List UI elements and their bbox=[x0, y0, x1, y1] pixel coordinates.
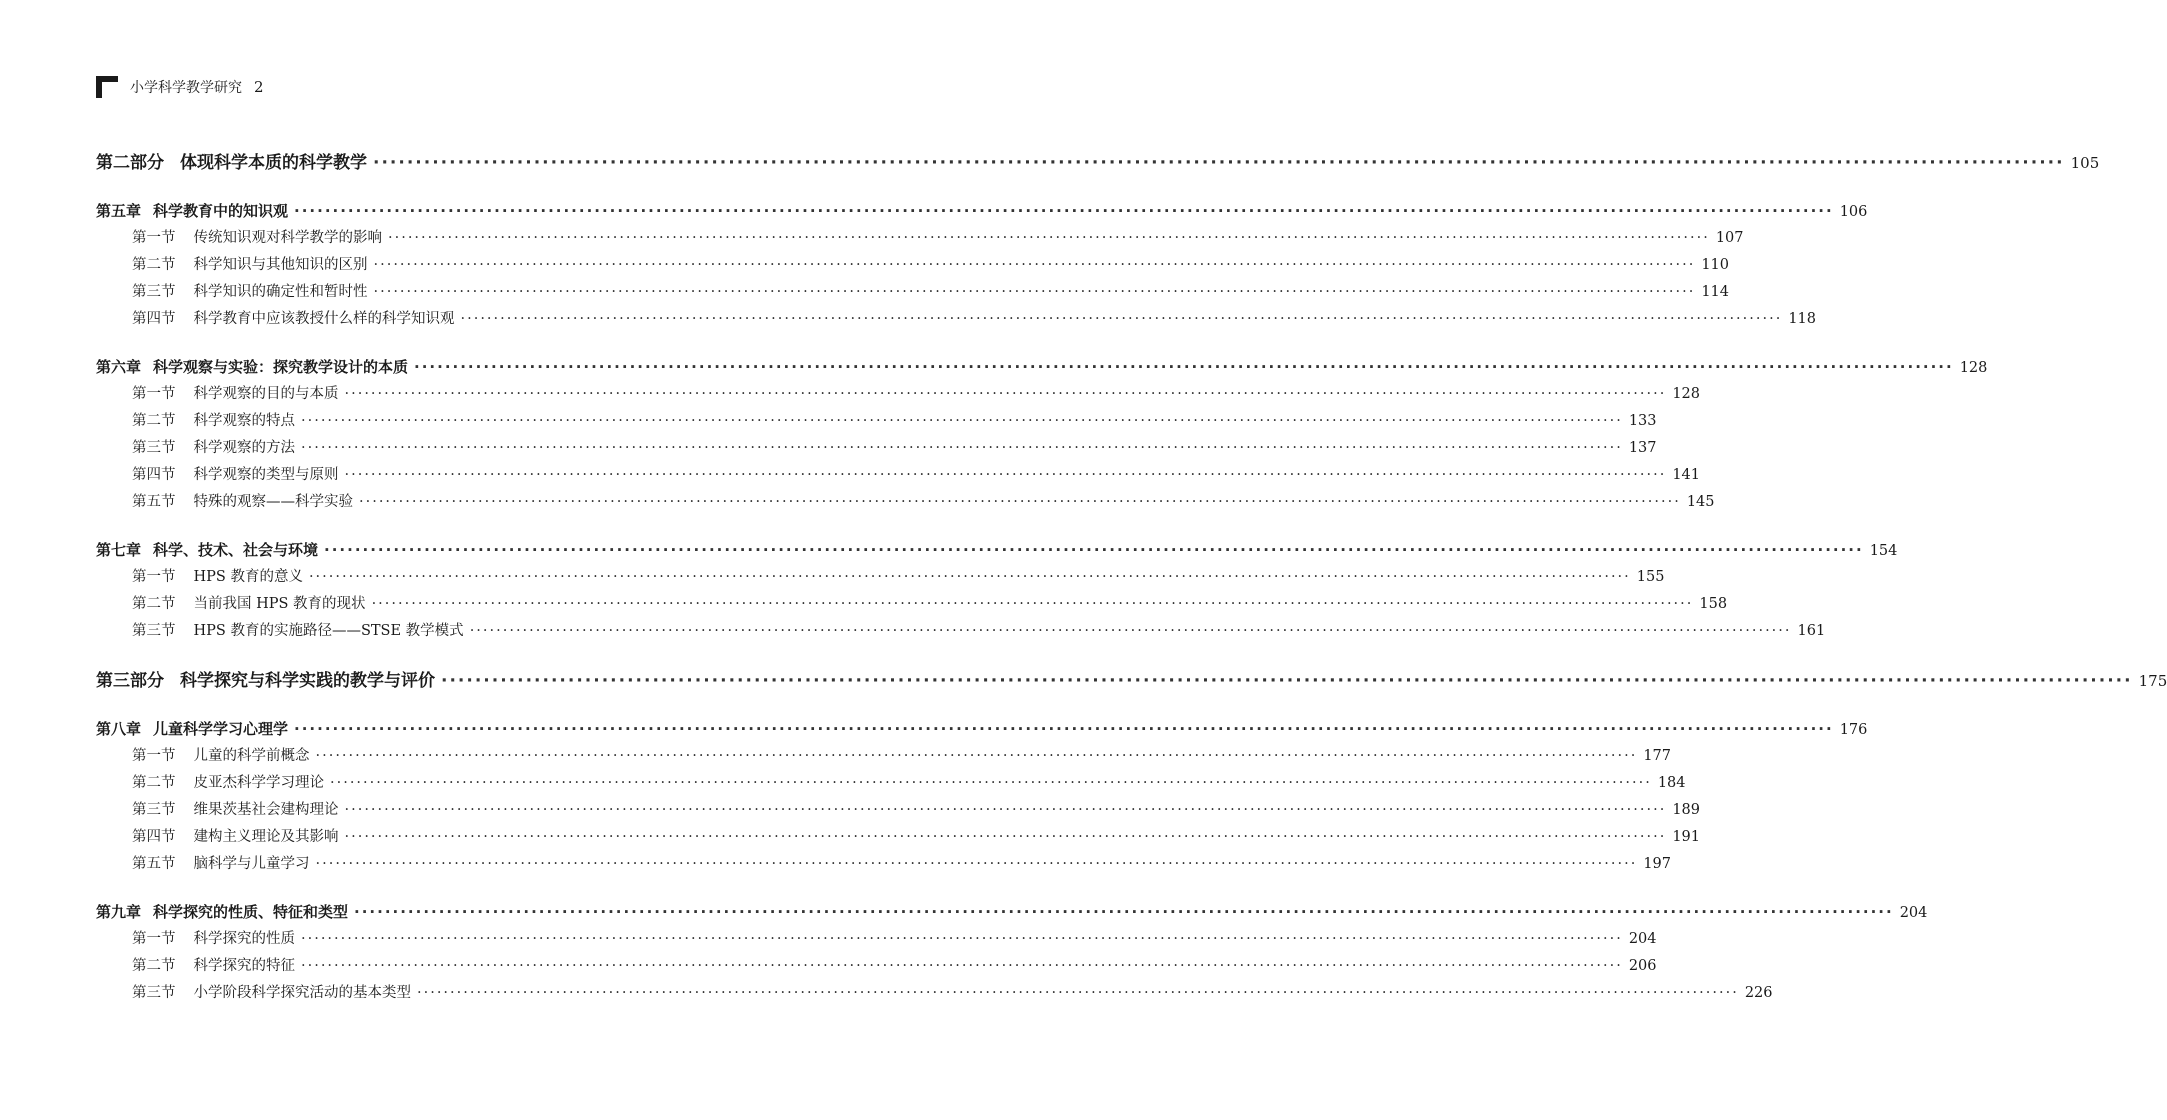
section-number: 第一节 bbox=[132, 230, 176, 246]
dot-leader: ········································································································································································································ bbox=[469, 623, 1792, 639]
header-page-number: 2 bbox=[254, 78, 264, 96]
toc-part[interactable] bbox=[96, 148, 2100, 178]
section-title: 科学观察的方法 bbox=[193, 440, 295, 456]
toc-section[interactable] bbox=[96, 252, 1730, 279]
toc-section[interactable] bbox=[96, 743, 1672, 770]
page-number: 177 bbox=[1643, 748, 1672, 764]
toc-section[interactable] bbox=[96, 306, 1817, 333]
section-title: 科学观察的类型与原则 bbox=[193, 467, 339, 483]
toc-chapter[interactable] bbox=[96, 354, 1988, 381]
page-number: 118 bbox=[1788, 311, 1817, 327]
chapter-number: 第九章 bbox=[96, 903, 142, 921]
section-title: 科学教育中应该教授什么样的科学知识观 bbox=[193, 311, 455, 327]
book-title: 小学科学教学研究 bbox=[130, 80, 242, 96]
chapter-title: 科学观察与实验：探究教学设计的本质 bbox=[153, 358, 409, 376]
chapter-title: 科学探究的性质、特征和类型 bbox=[153, 903, 349, 921]
dot-leader: ········································································································································································································ bbox=[294, 202, 1834, 220]
section-number: 第一节 bbox=[132, 748, 176, 764]
header-title bbox=[130, 77, 264, 97]
dot-leader: ········································································································································································································ bbox=[373, 153, 2065, 173]
dot-leader: ········································································································································································································ bbox=[344, 829, 1667, 845]
chapter-title: 儿童科学学习心理学 bbox=[153, 720, 289, 738]
section-number: 第四节 bbox=[132, 311, 176, 327]
section-number: 第四节 bbox=[132, 829, 176, 845]
toc-section[interactable] bbox=[96, 851, 1672, 878]
toc-chapter[interactable] bbox=[96, 198, 1868, 225]
toc-section[interactable] bbox=[96, 225, 1744, 252]
page-number: 204 bbox=[1899, 905, 1928, 921]
dot-leader: ········································································································································································································ bbox=[344, 802, 1667, 818]
dot-leader: ········································································································································································································ bbox=[301, 440, 1623, 456]
part-title: 科学探究与科学实践的教学与评价 bbox=[180, 671, 435, 691]
section-number: 第二节 bbox=[132, 413, 176, 429]
toc-section[interactable] bbox=[96, 435, 1657, 462]
page-number: 105 bbox=[2070, 154, 2100, 172]
page-number: 184 bbox=[1657, 775, 1686, 791]
part-number: 第二部分 bbox=[96, 153, 164, 173]
toc-section[interactable] bbox=[96, 926, 1657, 953]
dot-leader: ········································································································································································································ bbox=[371, 596, 1694, 612]
section-title: 科学探究的特征 bbox=[193, 958, 295, 974]
section-title: 脑科学与儿童学习 bbox=[193, 856, 310, 872]
part-title: 体现科学本质的科学教学 bbox=[180, 153, 367, 173]
toc-part[interactable] bbox=[96, 666, 2167, 696]
section-number: 第三节 bbox=[132, 440, 176, 456]
page-number: 137 bbox=[1628, 440, 1657, 456]
section-number: 第一节 bbox=[132, 569, 176, 585]
dot-leader: ········································································································································································································ bbox=[359, 494, 1681, 510]
dot-leader: ········································································································································································································ bbox=[414, 358, 1954, 376]
section-number: 第二节 bbox=[132, 775, 176, 791]
dot-leader: ········································································································································································································ bbox=[315, 856, 1638, 872]
page-number: 145 bbox=[1686, 494, 1715, 510]
page-number: 107 bbox=[1715, 230, 1744, 246]
page-number: 128 bbox=[1672, 386, 1701, 402]
toc-chapter[interactable] bbox=[96, 899, 1928, 926]
dot-leader: ········································································································································································································ bbox=[373, 257, 1696, 273]
page-number: 175 bbox=[2138, 672, 2167, 690]
dot-leader: ········································································································································································································ bbox=[354, 903, 1894, 921]
table-of-contents bbox=[96, 148, 2167, 1007]
page-number: 197 bbox=[1643, 856, 1672, 872]
section-title: 当前我国 HPS 教育的现状 bbox=[193, 596, 366, 612]
dot-leader: ········································································································································································································ bbox=[344, 467, 1667, 483]
page-number: 154 bbox=[1869, 543, 1898, 559]
section-title: 科学观察的目的与本质 bbox=[193, 386, 339, 402]
toc-chapter[interactable] bbox=[96, 537, 1898, 564]
section-title: 科学知识的确定性和暂时性 bbox=[193, 284, 368, 300]
dot-leader: ········································································································································································································ bbox=[373, 284, 1696, 300]
section-title: 建构主义理论及其影响 bbox=[193, 829, 339, 845]
toc-section[interactable] bbox=[96, 591, 1728, 618]
chapter-number: 第五章 bbox=[96, 202, 142, 220]
section-title: 传统知识观对科学教学的影响 bbox=[193, 230, 382, 246]
dot-leader: ········································································································································································································ bbox=[308, 569, 1631, 585]
page-number: 204 bbox=[1628, 931, 1657, 947]
section-number: 第一节 bbox=[132, 931, 176, 947]
toc-section[interactable] bbox=[96, 953, 1657, 980]
section-number: 第二节 bbox=[132, 958, 176, 974]
dot-leader: ········································································································································································································ bbox=[324, 541, 1864, 559]
section-number: 第五节 bbox=[132, 856, 176, 872]
section-title: HPS 教育的意义 bbox=[193, 569, 303, 585]
section-title: 儿童的科学前概念 bbox=[193, 748, 310, 764]
section-number: 第三节 bbox=[132, 985, 176, 1001]
section-number: 第三节 bbox=[132, 284, 176, 300]
page-number: 141 bbox=[1672, 467, 1701, 483]
page-number: 176 bbox=[1839, 722, 1868, 738]
dot-leader: ········································································································································································································ bbox=[330, 775, 1652, 791]
section-title: 小学阶段科学探究活动的基本类型 bbox=[193, 985, 411, 1001]
toc-section[interactable] bbox=[96, 980, 1773, 1007]
toc-section[interactable] bbox=[96, 279, 1730, 306]
corner-mark-icon bbox=[96, 76, 118, 98]
section-title: 皮亚杰科学学习理论 bbox=[193, 775, 324, 791]
toc-section[interactable] bbox=[96, 381, 1701, 408]
page-number: 110 bbox=[1701, 257, 1730, 273]
toc-section[interactable] bbox=[96, 770, 1686, 797]
section-number: 第三节 bbox=[132, 802, 176, 818]
page-number: 155 bbox=[1636, 569, 1665, 585]
toc-section[interactable] bbox=[96, 618, 1826, 645]
dot-leader: ········································································································································································································ bbox=[388, 230, 1710, 246]
page-number: 189 bbox=[1672, 802, 1701, 818]
dot-leader: ········································································································································································································ bbox=[460, 311, 1783, 327]
page-number: 128 bbox=[1959, 360, 1988, 376]
section-number: 第二节 bbox=[132, 596, 176, 612]
toc-section[interactable] bbox=[96, 462, 1701, 489]
dot-leader: ········································································································································································································ bbox=[301, 413, 1623, 429]
dot-leader: ········································································································································································································ bbox=[301, 958, 1623, 974]
page-number: 106 bbox=[1839, 204, 1868, 220]
toc-section[interactable] bbox=[96, 824, 1701, 851]
dot-leader: ········································································································································································································ bbox=[294, 720, 1834, 738]
chapter-title: 科学、技术、社会与环境 bbox=[153, 541, 319, 559]
chapter-number: 第六章 bbox=[96, 358, 142, 376]
dot-leader: ········································································································································································································ bbox=[301, 931, 1623, 947]
page-number: 114 bbox=[1701, 284, 1730, 300]
page-number: 226 bbox=[1744, 985, 1773, 1001]
dot-leader: ········································································································································································································ bbox=[315, 748, 1638, 764]
toc-section[interactable] bbox=[96, 489, 1715, 516]
section-number: 第一节 bbox=[132, 386, 176, 402]
page-number: 206 bbox=[1628, 958, 1657, 974]
chapter-number: 第七章 bbox=[96, 541, 142, 559]
chapter-title: 科学教育中的知识观 bbox=[153, 202, 289, 220]
section-title: HPS 教育的实施路径——STSE 教学模式 bbox=[193, 623, 464, 639]
page-number: 161 bbox=[1797, 623, 1826, 639]
toc-section[interactable] bbox=[96, 408, 1657, 435]
section-title: 科学知识与其他知识的区别 bbox=[193, 257, 368, 273]
section-title: 科学观察的特点 bbox=[193, 413, 295, 429]
section-number: 第四节 bbox=[132, 467, 176, 483]
part-number: 第三部分 bbox=[96, 671, 164, 691]
page-number: 133 bbox=[1628, 413, 1657, 429]
toc-chapter[interactable] bbox=[96, 716, 1868, 743]
section-number: 第三节 bbox=[132, 623, 176, 639]
dot-leader: ········································································································································································································ bbox=[441, 671, 2133, 691]
chapter-number: 第八章 bbox=[96, 720, 142, 738]
toc-section[interactable] bbox=[96, 564, 1665, 591]
dot-leader: ········································································································································································································ bbox=[344, 386, 1667, 402]
section-number: 第二节 bbox=[132, 257, 176, 273]
section-number: 第五节 bbox=[132, 494, 176, 510]
page-number: 158 bbox=[1699, 596, 1728, 612]
section-title: 科学探究的性质 bbox=[193, 931, 295, 947]
page-number: 191 bbox=[1672, 829, 1701, 845]
section-title: 维果茨基社会建构理论 bbox=[193, 802, 339, 818]
toc-section[interactable] bbox=[96, 797, 1701, 824]
section-title: 特殊的观察——科学实验 bbox=[193, 494, 353, 510]
dot-leader: ········································································································································································································ bbox=[417, 985, 1739, 1001]
